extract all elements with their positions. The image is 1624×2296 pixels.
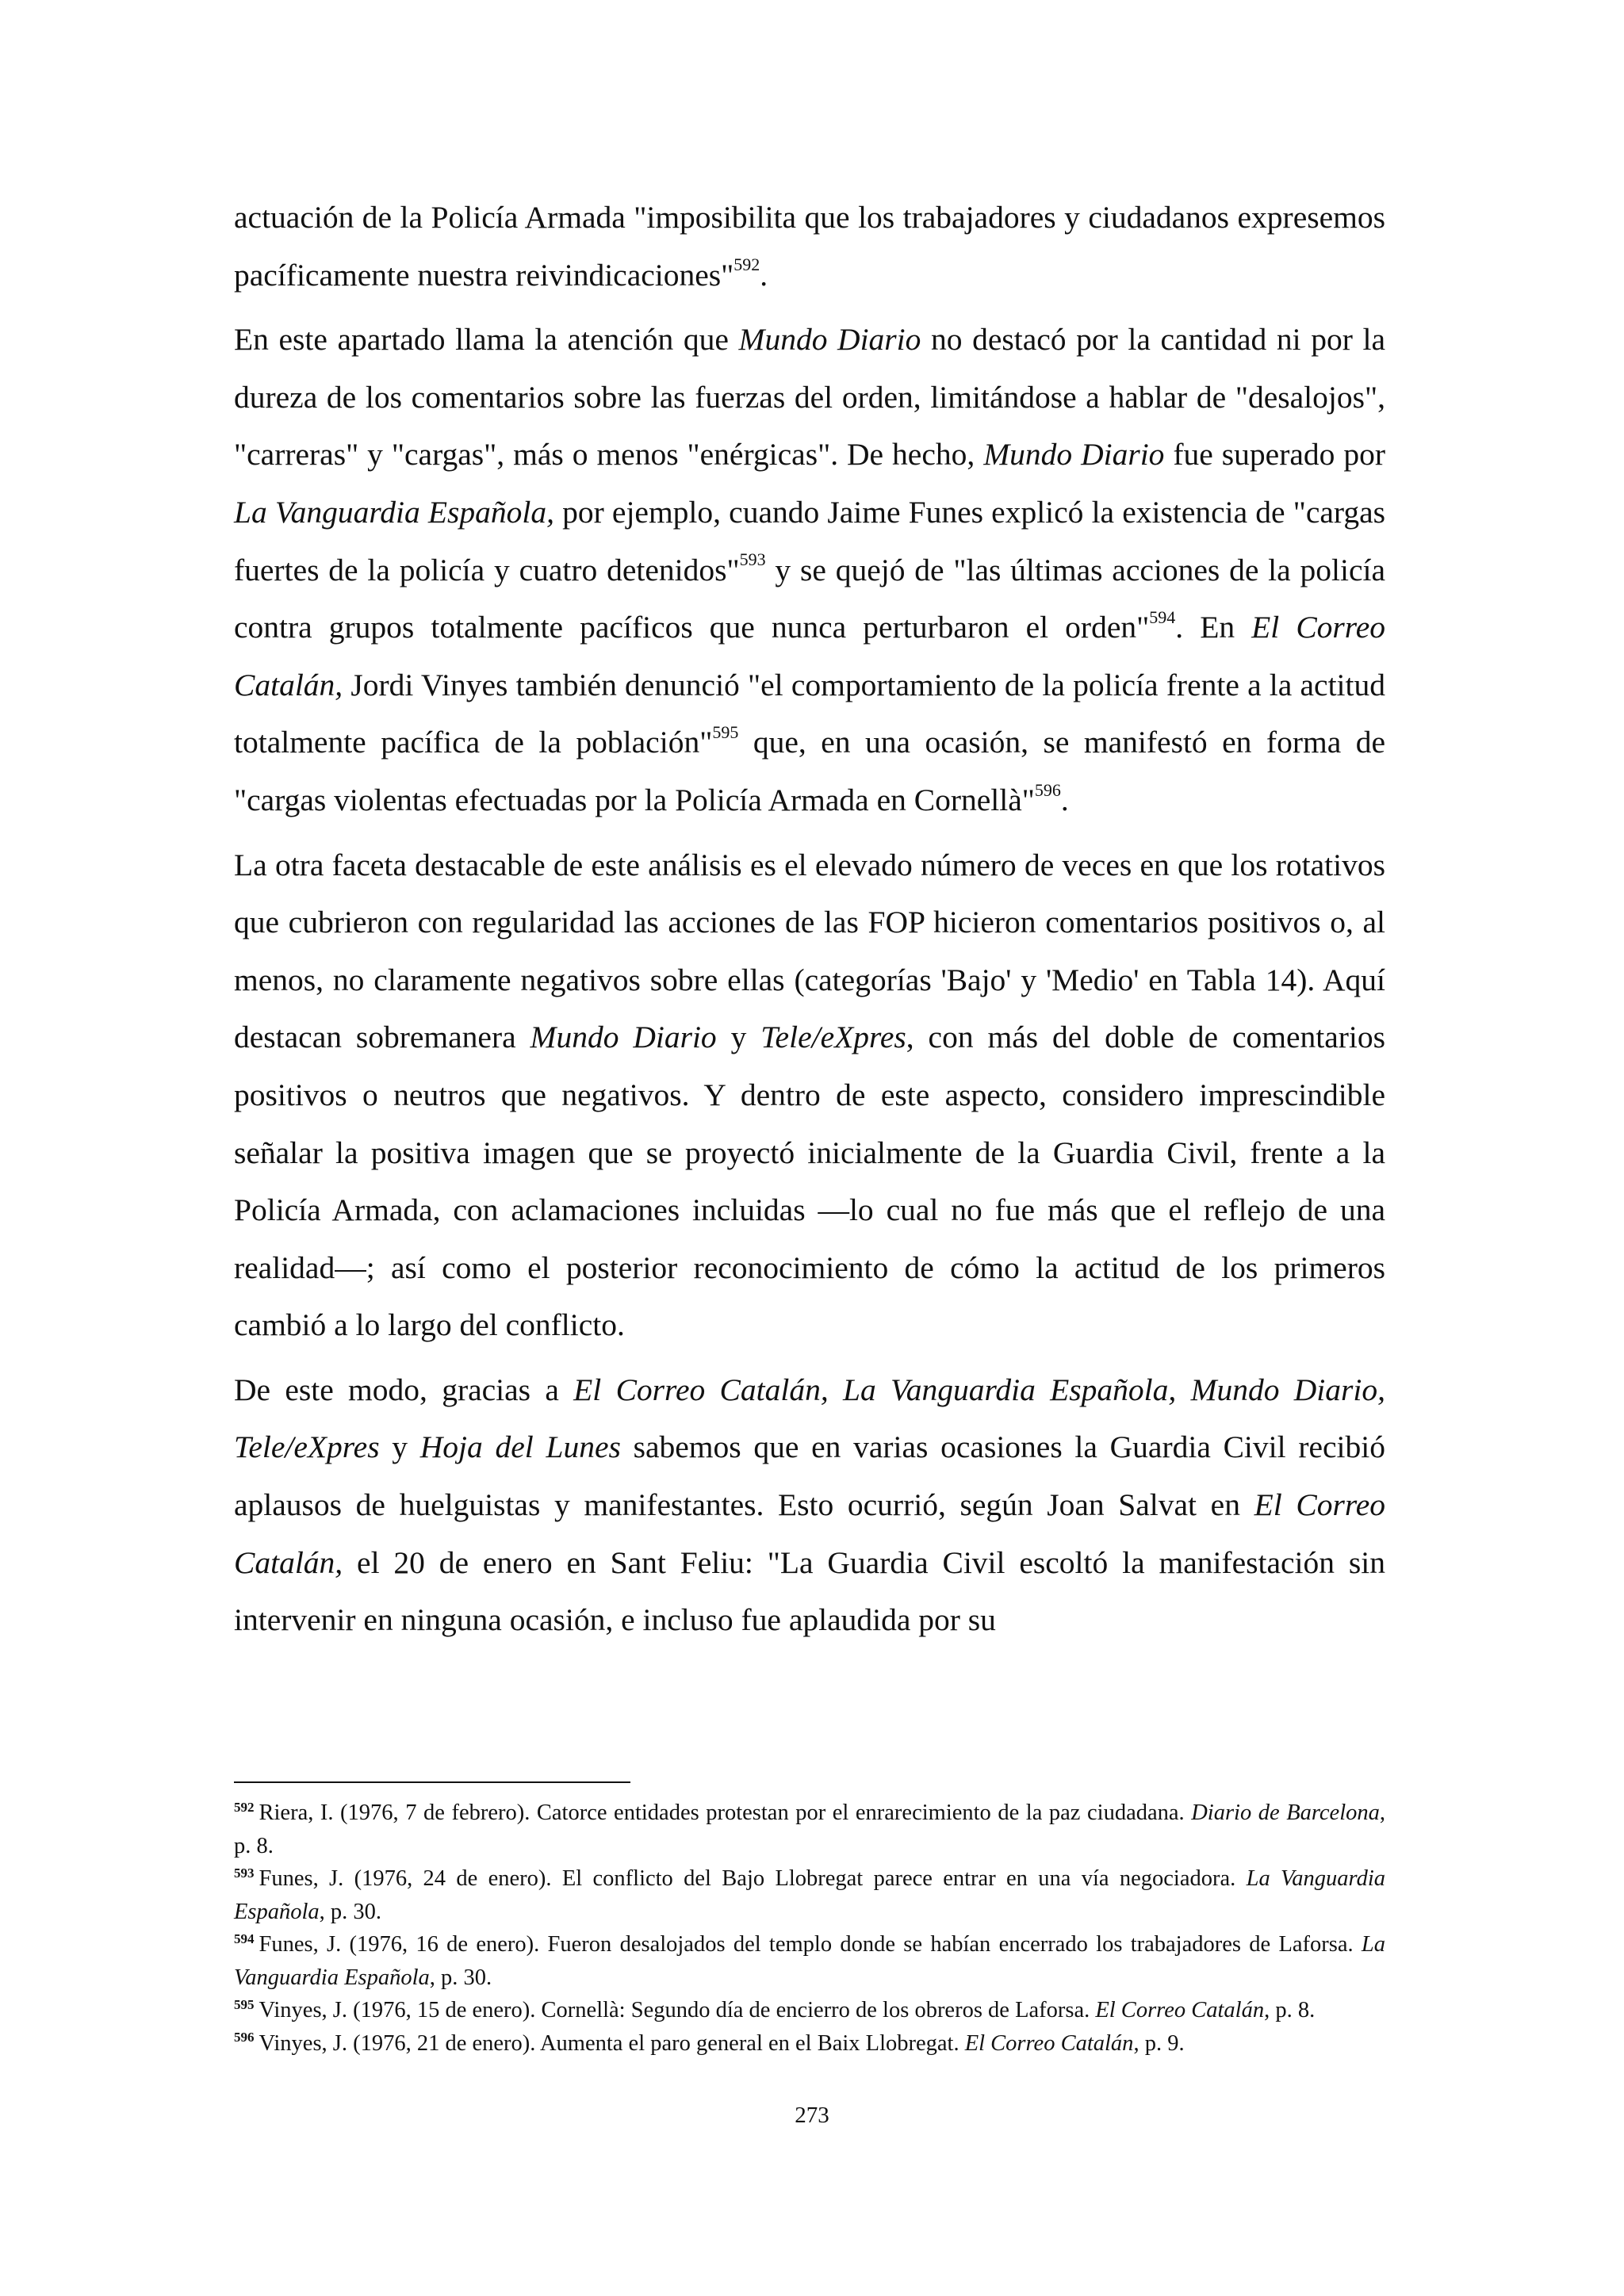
paragraph-2	[234, 311, 1385, 828]
text-run: .	[760, 257, 768, 293]
footnote-source: La Vanguardia Española	[234, 1866, 1385, 1924]
footnote-number: 596	[234, 2030, 255, 2045]
text-run: sabemos que en varias ocasiones la Guardia Civil recibió aplausos de huelguistas y manifestantes. Esto ocurrió, según Joan Salvat en	[234, 1429, 1385, 1523]
paragraph-1	[234, 189, 1385, 304]
newspaper-title: El Correo Catalán,	[234, 610, 1385, 702]
footnote-reference: 593	[739, 549, 766, 570]
text-run: por ejemplo, cuando Jaime Funes explicó la existencia de "cargas fuertes de la policía y cuatro detenidos"	[234, 494, 1385, 587]
text-run: y se quejó de "las últimas acciones de la policía contra grupos totalmente pacíficos que nunca perturbaron el orden"	[234, 552, 1385, 645]
footnote-text: Riera, I. (1976, 7 de febrero). Catorce entidades protestan por el enrarecimiento de la paz ciudadana.	[259, 1800, 1192, 1825]
footnote-reference: 592	[733, 254, 760, 275]
text-run: La otra faceta destacable de este análisis es el elevado número de veces en que los rotativos que cubrieron con regularidad las acciones de las FOP hicieron comentarios positivos o, al menos, no claramente negativos sobre ellas (categorías 'Bajo' y 'Medio' en Tabla 14). Aquí destacan sobremanera	[234, 847, 1385, 1055]
footnote-divider	[234, 1781, 630, 1783]
footnote-reference: 596	[1034, 779, 1061, 800]
newspaper-title: La Vanguardia Española,	[234, 494, 554, 530]
text-run: el 20 de enero en Sant Feliu: "La Guardia Civil escoltó la manifestación sin intervenir en ninguna ocasión, e incluso fue aplaudida por su	[234, 1544, 1385, 1638]
footnote	[234, 1928, 1385, 1994]
footnotes	[234, 1797, 1385, 2060]
text-run: Jordi Vinyes también denunció "el comportamiento de la policía frente a la actitud totalmente pacífica de la población"	[234, 667, 1385, 760]
footnote-number: 595	[234, 1996, 255, 2012]
newspaper-title: Mundo Diario	[530, 1020, 717, 1055]
newspaper-title: Mundo Diario	[983, 437, 1165, 473]
paragraph-4	[234, 1361, 1385, 1649]
paragraph-3	[234, 836, 1385, 1354]
text-run: .	[1060, 782, 1069, 817]
footnote-tail: , p. 8.	[1264, 1998, 1316, 2022]
footnote-number: 594	[234, 1931, 255, 1946]
text-run: En este apartado llama la atención que	[234, 322, 739, 358]
footnote-text: Funes, J. (1976, 16 de enero). Fueron desalojados del templo donde se habían encerrado los trabajadores de Laforsa.	[259, 1932, 1362, 1957]
footnote-reference: 594	[1149, 607, 1176, 627]
footnote	[234, 1994, 1385, 2027]
footnote	[234, 1862, 1385, 1928]
text-run: , con más del doble de comentarios positivos o neutros que negativos. Y dentro de este aspecto, considero imprescindible señalar la positiva imagen que se proyectó inicialmente de la Guardia Civil, frente a la Policía Armada, con aclamaciones incluidas —lo cual no fue más que el reflejo de una realidad—; así como el posterior reconocimiento de cómo la actitud de los primeros cambió a lo largo del conflicto.	[234, 1020, 1386, 1343]
body-text	[234, 189, 1385, 1649]
footnote-reference: 595	[712, 722, 739, 743]
newspaper-title: El Correo Catalán, La Vanguardia Española, Mundo Diario, Tele/eXpres	[234, 1372, 1385, 1465]
text-run: fue superado por	[1164, 437, 1386, 473]
footnote	[234, 2027, 1385, 2061]
footnote-tail: , p. 9.	[1133, 2030, 1185, 2056]
footnote-number: 593	[234, 1865, 255, 1881]
newspaper-title: El Correo Catalán,	[234, 1487, 1386, 1580]
footnote-source: La Vanguardia Española	[234, 1932, 1385, 1990]
text-run: De este modo, gracias a	[234, 1372, 574, 1407]
footnote	[234, 1797, 1385, 1862]
footnote-source: El Correo Catalán	[964, 2030, 1134, 2056]
text-run: . En	[1175, 610, 1252, 645]
newspaper-title: Hoja del Lunes	[419, 1429, 621, 1465]
footnote-source: Diario de Barcelona	[1191, 1800, 1380, 1825]
footnote-text: Funes, J. (1976, 24 de enero). El conflicto del Bajo Llobregat parece entrar en una vía negociadora.	[259, 1866, 1247, 1891]
footnote-tail: , p. 30.	[429, 1965, 492, 1990]
page-number: 273	[795, 2103, 829, 2128]
footnote-text: Vinyes, J. (1976, 15 de enero). Cornellà: Segundo día de encierro de los obreros de Laforsa.	[259, 1998, 1096, 2022]
newspaper-title: Tele/eXpres	[760, 1020, 906, 1055]
text-run: no destacó por la cantidad ni por la dureza de los comentarios sobre las fuerzas del orden, limitándose a hablar de "desalojos", "carreras" y "cargas", más o menos "enérgicas". De hecho,	[234, 322, 1385, 473]
text-run: actuación de la Policía Armada "imposibilita que los trabajadores y ciudadanos expresemos pacíficamente nuestra reivindicaciones"	[234, 200, 1385, 293]
footnote-source: El Correo Catalán	[1095, 1998, 1265, 2022]
footnote-tail: , p. 8.	[234, 1800, 1385, 1858]
newspaper-title: Mundo Diario	[738, 322, 921, 358]
text-run: y	[716, 1020, 761, 1055]
footnote-number: 592	[234, 1799, 255, 1815]
text-run: que, en una ocasión, se manifestó en forma de "cargas violentas efectuadas por la Policía Armada en Cornellà"	[234, 725, 1385, 817]
footnote-tail: , p. 30.	[319, 1899, 382, 1924]
text-run: y	[379, 1429, 420, 1465]
footnote-text: Vinyes, J. (1976, 21 de enero). Aumenta el paro general en el Baix Llobregat.	[259, 2030, 965, 2056]
